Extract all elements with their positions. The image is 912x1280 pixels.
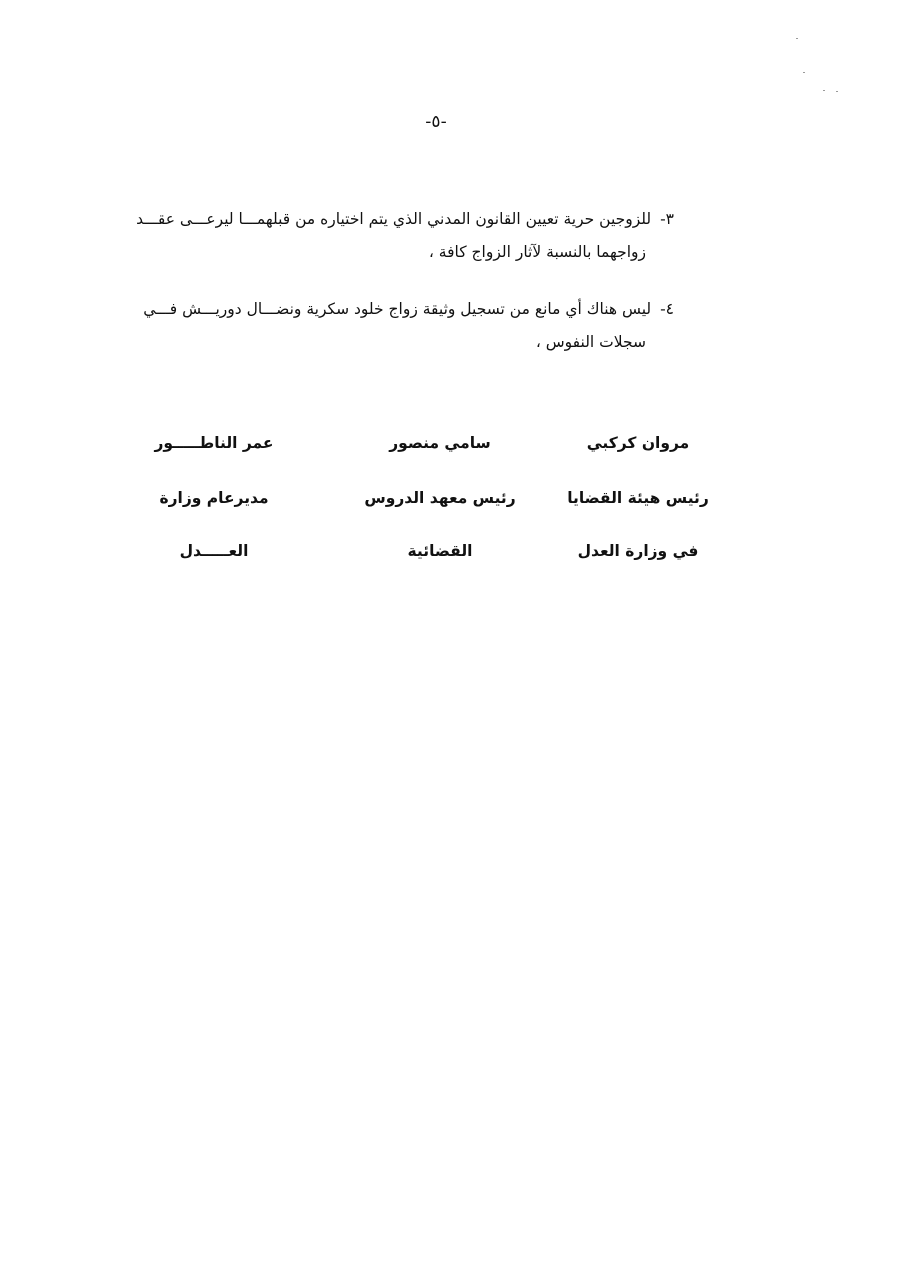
page-number: -٥- <box>425 112 447 132</box>
clause-4-number: ٤- <box>660 300 674 318</box>
clause-3-line-1 <box>88 203 674 236</box>
scan-speck <box>796 38 798 39</box>
scan-speck <box>823 90 825 91</box>
signatory-3-title-line-2: العـــــدل <box>179 542 249 560</box>
clause-3-line-2: زواجهما بالنسبة لآثار الزواج كافة ، <box>428 243 646 261</box>
clause-3-number: ٣- <box>660 210 674 228</box>
scan-speck <box>836 91 838 92</box>
signatory-3-name: عمر الناطـــــور <box>154 434 274 452</box>
signatory-1-name: مروان كركبي <box>586 434 690 452</box>
scan-speck <box>803 72 805 73</box>
signatory-1-title-line-2: في وزارة العدل <box>577 542 699 560</box>
clause-3 <box>88 203 674 269</box>
clause-4-line-2: سجلات النفوس ، <box>535 333 646 351</box>
signatory-2-name: سامي منصور <box>389 434 491 452</box>
clause-4-line-1 <box>88 293 674 326</box>
clause-4-text: ليس هناك أي مانع من تسجيل وثيقة زواج خلود سكرية ونضـــال دوريـــش فـــي <box>143 300 652 318</box>
clause-3-text: للزوجين حرية تعيين القانون المدني الذي يتم اختياره من قبلهمـــا ليرعـــى عقـــد <box>136 210 652 228</box>
signatory-2-title-line-1: رئيس معهد الدروس <box>364 489 516 507</box>
clause-4 <box>88 293 674 359</box>
signatory-1-title-line-1: رئيس هيئة القضايا <box>567 489 709 507</box>
signatory-3-title-line-1: مديرعام وزارة <box>159 489 269 507</box>
signatory-2-title-line-2: القضائية <box>407 542 473 560</box>
